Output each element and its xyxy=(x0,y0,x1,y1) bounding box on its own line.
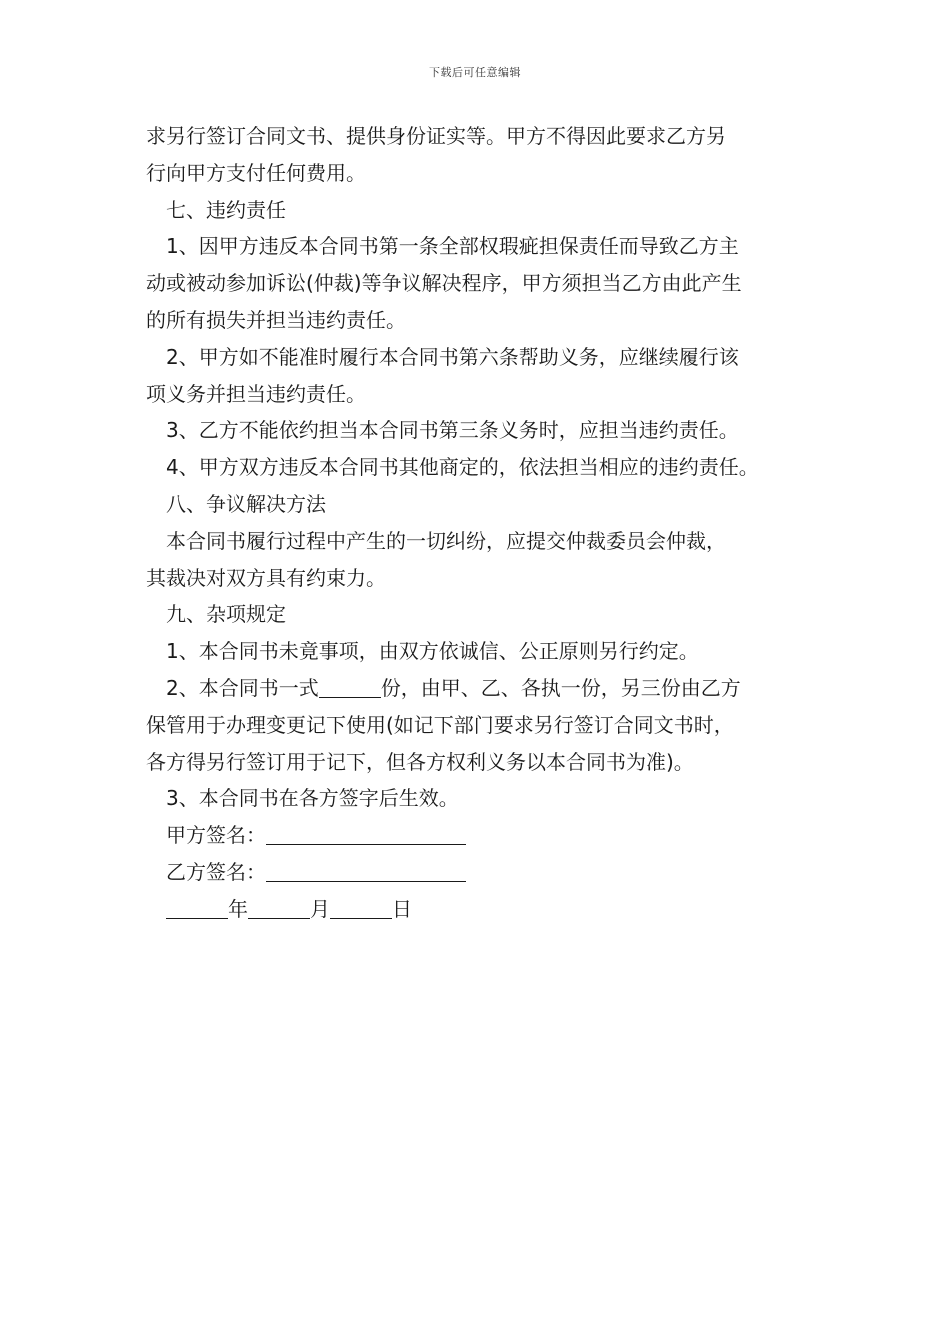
paragraph-line xyxy=(146,670,826,707)
paragraph-line: 行向甲方支付任何费用。 xyxy=(146,160,366,185)
paragraph-line: 各方得另行签订用于记下，但各方权利义务以本合同书为准)。 xyxy=(146,749,694,774)
paragraph-line: 项义务并担当违约责任。 xyxy=(146,381,366,406)
paragraph-line: 保管用于办理变更记下使用(如记下部门要求另行签订合同文书时， xyxy=(146,712,734,737)
year-blank[interactable] xyxy=(166,896,228,919)
section-heading: 九、杂项规定 xyxy=(166,602,286,627)
year-label: 年 xyxy=(228,896,248,921)
date-row xyxy=(146,891,826,928)
paragraph-line: 本合同书履行过程中产生的一切纠纷，应提交仲裁委员会仲裁， xyxy=(166,528,726,553)
paragraph-line: 的所有损失并担当违约责任。 xyxy=(146,307,406,332)
contract-body xyxy=(146,118,826,928)
copies-text-suffix: 份，由甲、乙、各执一份，另三份由乙方 xyxy=(380,675,741,700)
month-label: 月 xyxy=(310,896,330,921)
paragraph-line: 3、乙方不能依约担当本合同书第三条义务时，应担当违约责任。 xyxy=(166,418,739,443)
section-heading: 八、争议解决方法 xyxy=(166,491,326,516)
paragraph-line: 其裁决对双方具有约束力。 xyxy=(146,565,386,590)
party-a-signature-label: 甲方签名： xyxy=(166,823,266,848)
month-blank[interactable] xyxy=(248,896,310,919)
paragraph-line: 3、本合同书在各方签字后生效。 xyxy=(166,786,459,811)
copies-blank[interactable] xyxy=(319,675,381,698)
party-a-signature-row xyxy=(146,817,826,854)
day-blank[interactable] xyxy=(330,896,392,919)
section-heading: 七、违约责任 xyxy=(166,197,286,222)
day-label: 日 xyxy=(392,896,412,921)
party-b-signature-row xyxy=(146,854,826,891)
paragraph-line: 1、因甲方违反本合同书第一条全部权瑕疵担保责任而导致乙方主 xyxy=(166,234,739,259)
copies-text-prefix: 2、本合同书一式 xyxy=(166,675,319,700)
paragraph-line: 动或被动参加诉讼(仲裁)等争议解决程序，甲方须担当乙方由此产生 xyxy=(146,271,742,296)
paragraph-line: 1、本合同书未竟事项，由双方依诚信、公正原则另行约定。 xyxy=(166,639,699,664)
party-a-signature-blank[interactable] xyxy=(266,822,466,845)
paragraph-line: 2、甲方如不能准时履行本合同书第六条帮助义务，应继续履行该 xyxy=(166,344,739,369)
page-header: 下载后可任意编辑 xyxy=(429,66,521,79)
paragraph-line: 求另行签订合同文书、提供身份证实等。甲方不得因此要求乙方另 xyxy=(146,124,726,148)
paragraph-line: 4、甲方双方违反本合同书其他商定的，依法担当相应的违约责任。 xyxy=(166,455,759,480)
party-b-signature-label: 乙方签名： xyxy=(166,859,266,884)
party-b-signature-blank[interactable] xyxy=(266,859,466,882)
